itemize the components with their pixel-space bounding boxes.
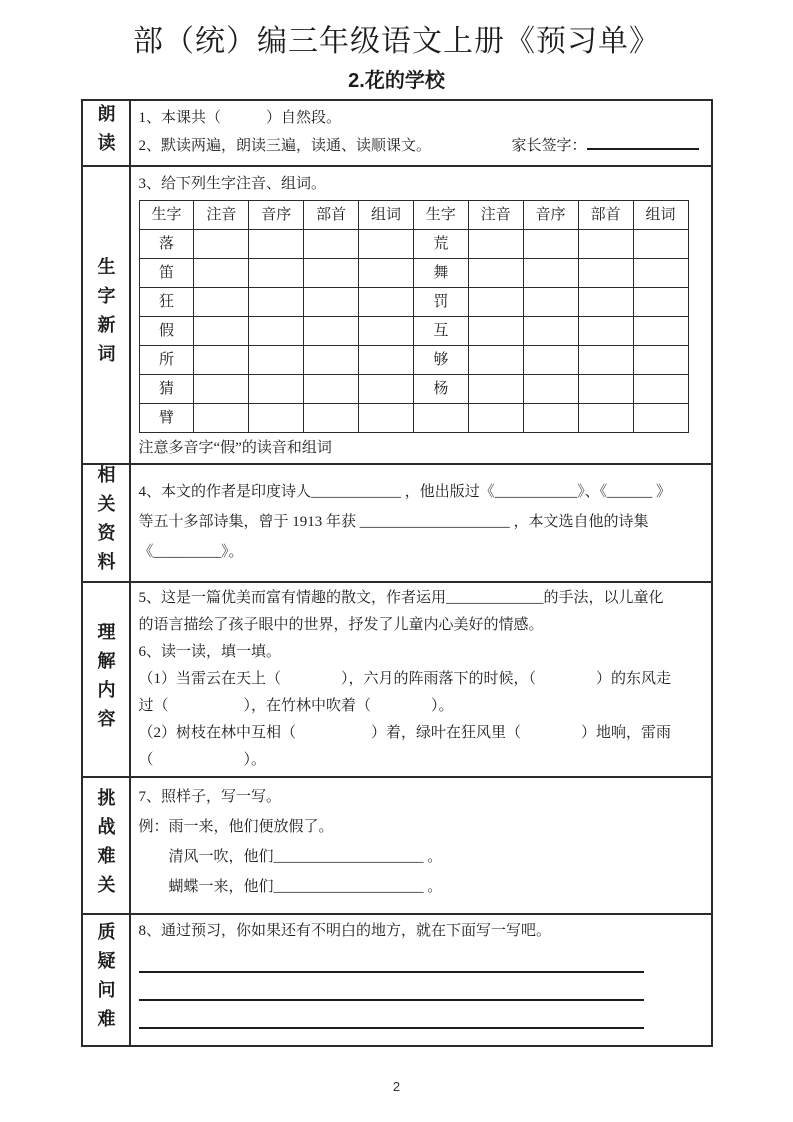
- vocab-row: [139, 317, 688, 346]
- vocab-cell: [468, 230, 523, 259]
- vocab-cell: [523, 230, 578, 259]
- comprehension-line: （1）当雷云在天上（ ），六月的阵雨落下的时候，（ ）的东风走: [138, 671, 672, 687]
- vocab-cell: [468, 317, 523, 346]
- vocab-col-header: 音序: [523, 201, 578, 230]
- vocab-cell: [523, 375, 578, 404]
- vocab-row: [139, 375, 688, 404]
- vocab-cell: [304, 317, 359, 346]
- materials-line: 《_________》。: [138, 544, 244, 560]
- section-materials: [83, 465, 711, 583]
- vocab-col-header: 组词: [633, 201, 688, 230]
- section-label-comprehension: [83, 583, 131, 776]
- comprehension-line: 的语言描绘了孩子眼中的世界，抒发了儿童内心美好的情感。: [138, 617, 544, 633]
- vocab-cell: 狂: [139, 288, 194, 317]
- vocab-cell: [468, 288, 523, 317]
- vocab-cell: [523, 404, 578, 433]
- section-label-vocab: [83, 167, 131, 463]
- answer-writing-line: [139, 975, 644, 1001]
- vocab-cell: [249, 230, 304, 259]
- reading-item-1: 1、本课共（ ）自然段。: [138, 110, 342, 126]
- vocab-col-header: 注音: [468, 201, 523, 230]
- vocab-row: [139, 288, 688, 317]
- vocab-col-header: 部首: [304, 201, 359, 230]
- page-title: 部（统）编三年级语文上册《预习单》: [133, 25, 660, 58]
- vocab-cell: 舞: [413, 259, 468, 288]
- materials-line: 4、本文的作者是印度诗人____________ ，他出版过《___________》、《______ 》: [138, 484, 672, 500]
- vocab-col-header: 音序: [249, 201, 304, 230]
- vocab-cell: [468, 346, 523, 375]
- section-label-reading-text: 朗读: [95, 104, 116, 162]
- section-label-questions-text: 质疑问难: [95, 922, 116, 1038]
- section-challenge: [83, 778, 711, 915]
- vocab-cell: [194, 375, 249, 404]
- vocab-col-header: 生字: [139, 201, 194, 230]
- vocab-col-header: 组词: [359, 201, 414, 230]
- section-label-vocab-text: 生字新词: [95, 257, 116, 373]
- section-reading: [83, 101, 711, 167]
- comprehension-line: （ ）。: [138, 752, 267, 768]
- vocab-cell: 够: [413, 346, 468, 375]
- vocab-cell: [523, 346, 578, 375]
- comprehension-line: （2）树枝在林中互相（ ）着，绿叶在狂风里（ ）地响，雷雨: [138, 725, 672, 741]
- section-materials-content: [131, 465, 711, 581]
- vocab-cell: [578, 346, 633, 375]
- vocab-cell: 杨: [413, 375, 468, 404]
- vocab-cell: 假: [139, 317, 194, 346]
- vocab-cell: [304, 288, 359, 317]
- reading-item-2-row: [139, 132, 703, 160]
- vocab-row: [139, 404, 688, 433]
- vocab-cell: [523, 317, 578, 346]
- vocab-cell: [304, 346, 359, 375]
- vocab-row: [139, 346, 688, 375]
- vocab-cell: 所: [139, 346, 194, 375]
- vocab-cell: [249, 317, 304, 346]
- vocab-cell: 落: [139, 230, 194, 259]
- vocab-instruction: 3、给下列生字注音、组词。: [138, 176, 327, 192]
- vocab-cell: 荒: [413, 230, 468, 259]
- section-label-challenge: [83, 778, 131, 913]
- section-vocab: [83, 167, 711, 465]
- vocab-cell: [249, 375, 304, 404]
- parent-signature: [511, 132, 702, 160]
- vocab-cell: [304, 259, 359, 288]
- vocab-cell: [578, 259, 633, 288]
- vocab-cell: [633, 346, 688, 375]
- vocab-cell: [194, 230, 249, 259]
- vocab-cell: [359, 346, 414, 375]
- section-reading-content: [131, 101, 711, 165]
- section-label-challenge-text: 挑战难关: [95, 787, 116, 904]
- vocab-cell: [194, 259, 249, 288]
- section-comprehension: [83, 583, 711, 778]
- section-questions-content: [131, 915, 711, 1045]
- vocab-cell: [359, 230, 414, 259]
- vocab-cell: [633, 288, 688, 317]
- vocab-cell: [633, 230, 688, 259]
- comprehension-line: 过（ ），在竹林中吹着（ ）。: [138, 698, 454, 714]
- vocab-cell: [249, 404, 304, 433]
- vocab-cell: [633, 375, 688, 404]
- vocab-col-header: 注音: [194, 201, 249, 230]
- page-number: 2: [392, 1079, 401, 1094]
- challenge-line: 蝴蝶一来，他们____________________ 。: [138, 879, 443, 895]
- vocab-cell: [578, 317, 633, 346]
- vocab-cell: [523, 288, 578, 317]
- vocab-header-row: [139, 201, 688, 230]
- vocab-cell: [359, 317, 414, 346]
- vocab-col-header: 生字: [413, 201, 468, 230]
- vocab-cell: [468, 259, 523, 288]
- vocab-cell: [249, 259, 304, 288]
- worksheet-table: [81, 99, 713, 1047]
- answer-writing-line: [139, 1003, 644, 1029]
- vocab-row: [139, 259, 688, 288]
- vocab-cell: [633, 404, 688, 433]
- section-vocab-content: [131, 167, 711, 463]
- section-challenge-content: [131, 778, 711, 913]
- vocab-cell: [578, 375, 633, 404]
- vocab-cell: [194, 346, 249, 375]
- vocab-cell: [304, 404, 359, 433]
- vocab-cell: [468, 404, 523, 433]
- vocab-cell: 臂: [139, 404, 194, 433]
- vocab-cell: [359, 375, 414, 404]
- vocab-cell: [304, 375, 359, 404]
- vocab-cell: [413, 404, 468, 433]
- answer-writing-line: [139, 947, 644, 973]
- questions-prompt: 8、通过预习，你如果还有不明白的地方，就在下面写一写吧。: [138, 923, 552, 939]
- section-label-comprehension-text: 理解内容: [95, 621, 116, 738]
- challenge-line: 例：雨一来，他们便放假了。: [138, 819, 334, 835]
- section-label-materials: [83, 465, 131, 581]
- vocab-cell: 猜: [139, 375, 194, 404]
- vocab-cell: [523, 259, 578, 288]
- materials-line: 等五十多部诗集，曾于 1913 年获 ____________________ ，本文选自他的诗集: [138, 514, 649, 530]
- comprehension-line: 6、读一读，填一填。: [138, 644, 282, 660]
- comprehension-line: 5、这是一篇优美而富有情趣的散文，作者运用_____________的手法，以儿童化: [138, 590, 664, 606]
- vocab-row: [139, 230, 688, 259]
- section-comprehension-content: [131, 583, 711, 776]
- lesson-subtitle: 2.花的学校: [348, 70, 445, 92]
- vocab-cell: [194, 317, 249, 346]
- vocab-cell: 笛: [139, 259, 194, 288]
- vocab-cell: [359, 259, 414, 288]
- vocab-cell: [249, 346, 304, 375]
- vocab-cell: 罚: [413, 288, 468, 317]
- vocab-cell: [578, 288, 633, 317]
- vocab-cell: [578, 404, 633, 433]
- vocab-cell: [194, 288, 249, 317]
- vocab-cell: 互: [413, 317, 468, 346]
- section-label-questions: [83, 915, 131, 1045]
- vocab-cell: [633, 259, 688, 288]
- challenge-line: 清风一吹，他们____________________ 。: [138, 849, 443, 865]
- vocab-note: 注意多音字“假”的读音和组词: [138, 440, 332, 456]
- section-questions: [83, 915, 711, 1045]
- challenge-line: 7、照样子，写一写。: [138, 789, 282, 805]
- parent-signature-label: 家长签字：: [511, 138, 587, 154]
- vocab-cell: [468, 375, 523, 404]
- vocab-cell: [359, 288, 414, 317]
- vocab-table: [139, 200, 689, 433]
- vocab-cell: [578, 230, 633, 259]
- vocab-cell: [359, 404, 414, 433]
- section-label-reading: [83, 101, 131, 165]
- vocab-cell: [633, 317, 688, 346]
- vocab-cell: [194, 404, 249, 433]
- vocab-cell: [304, 230, 359, 259]
- reading-item-2: 2、默读两遍，朗读三遍，读通、读顺课文。: [138, 138, 432, 154]
- parent-signature-blank: [587, 134, 699, 150]
- section-label-materials-text: 相关资料: [95, 465, 116, 581]
- vocab-col-header: 部首: [578, 201, 633, 230]
- vocab-cell: [249, 288, 304, 317]
